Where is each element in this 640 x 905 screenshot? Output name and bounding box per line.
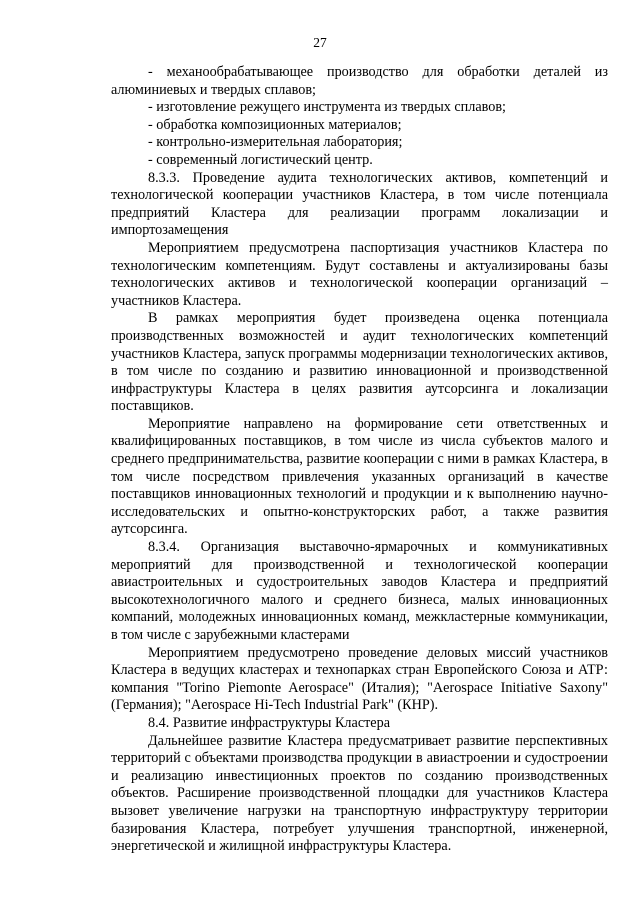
list-item: - механообрабатывающее производство для обработки деталей из алюминиевых и твердых сплавов; [111, 64, 608, 98]
list-item: - обработка композиционных материалов; [148, 116, 402, 133]
section-heading-8-3-4: 8.3.4. Организация выставочно-ярмарочных и коммуникативных мероприятий для производственной и технологической кооперации авиастроительных и судостроительных заводов Кластера и предприятий высокотехнологичного малого и среднего бизнеса, малых инновационных компаний, молодежных инновационных команд, межкластерные коммуникации, в том числе с зарубежными кластерами [111, 539, 608, 643]
list-item: - современный логистический центр. [148, 151, 373, 168]
section-heading-8-3-3: 8.3.3. Проведение аудита технологических активов, компетенций и технологической кооперации участников Кластера, в том числе потенциала предприятий Кластера для реализации программ локализации и импортозамещения [111, 169, 608, 239]
paragraph: В рамках мероприятия будет произведена оценка потенциала производственных возможностей и аудит технологических компетенций участников Кластера, запуск программы модернизации технологических активов, в том числе по созданию и развитию инновационной и производственной инфраструктуры Кластера в целях развития аутсорсинга и локализации поставщиков. [111, 310, 608, 415]
paragraph: Мероприятием предусмотрена паспортизация участников Кластера по технологическим компетенциям. Будут составлены и актуализированы базы технологических активов и технологической кооперации организаций – участников Кластера. [111, 239, 608, 309]
document-body [111, 64, 608, 856]
list-item: - изготовление режущего инструмента из твердых сплавов; [148, 99, 506, 116]
list-item: - контрольно-измерительная лаборатория; [148, 134, 403, 151]
page-number: 27 [313, 35, 327, 50]
paragraph: Мероприятие направлено на формирование сети ответственных и квалифицированных поставщиков, в том числе из числа субъектов малого и среднего предпринимательства, развитие кооперации с ними в рамках Кластера, в том числе посредством привлечения указанных организаций в качестве поставщиков инновационных технологий и продукции и к выполнению научно-исследовательских и опытно-конструкторских работ, а также развития аутсорсинга. [111, 415, 608, 538]
section-heading-8-4: 8.4. Развитие инфраструктуры Кластера [148, 714, 390, 731]
paragraph: Дальнейшее развитие Кластера предусматривает развитие перспективных территорий с объектами производства продукции в авиастроении и судостроении и реализацию инвестиционных проектов по созданию производственных объектов. Расширение производственной площадки для участников Кластера вызовет увеличение нагрузки на транспортную инфраструктуру территории базирования Кластера, потребует улучшения транспортной, инженерной, энергетической и жилищной инфраструктуры Кластера. [111, 732, 608, 855]
paragraph: Мероприятием предусмотрено проведение деловых миссий участников Кластера в ведущих кластерах и технопарках стран Европейского Союза и АТР: компания "Torino Piemonte Aerospace" (Италия); "Aerospace Initiative Saxony" (Германия); "Aerospace Hi-Tech Industrial Park" (КНР). [111, 644, 608, 714]
